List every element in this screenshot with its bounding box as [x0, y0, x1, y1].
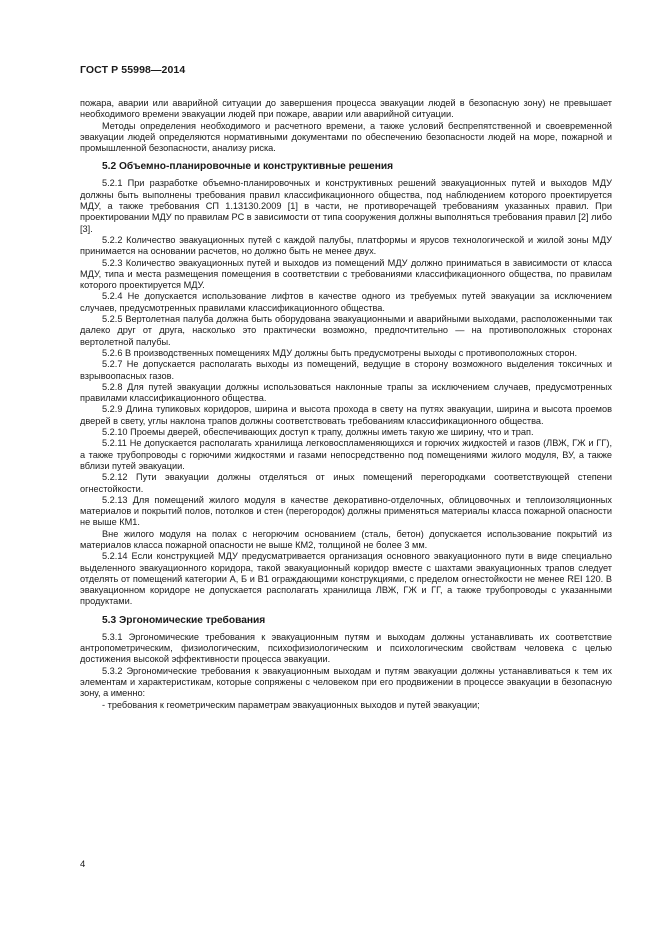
clause-5-2-5: 5.2.5 Вертолетная палуба должна быть оборудована эвакуационными и аварийными выходами, расположенными так далеко друг от друга, насколько это практически возможно, предпочтительно — на противоположных сторонах вертолетной палубы. — [80, 314, 612, 347]
list-item: - требования к геометрическим параметрам эвакуационных выходов и путей эвакуации; — [102, 699, 480, 710]
clause-5-2-2: 5.2.2 Количество эвакуационных путей с каждой палубы, платформы и ярусов технологической и жилой зоны МДУ принимается на основании расчетов, но должно быть не менее двух. — [80, 234, 612, 257]
clause-5-2-9: 5.2.9 Длина тупиковых коридоров, ширина и высота прохода в свету на путях эвакуации, ширина и высота проемов дверей в свету, углы наклона трапов должны соответствовать требованиям классификационного общества. — [80, 404, 612, 426]
clause-5-2-8: 5.2.8 Для путей эвакуации должны использоваться наклонные трапы за исключением случаев, предусмотренных правилами классификационного общества. — [80, 381, 612, 404]
clause-5-3-2: 5.3.2 Эргономические требования к эвакуационным выходам и путям эвакуации должны устанавливаться к тем их элементам и характеристикам, которые сопряжены с человеком при его продвижении в процессе эвакуации в безопасную зону, а именно: — [80, 665, 612, 699]
clause-5-2-7: 5.2.7 Не допускается располагать выходы из помещений, ведущие в сторону возможного выделения токсичных и взрывоопасных газов. — [80, 359, 612, 381]
clause-5-2-12: 5.2.12 Пути эвакуации должны отделяться от иных помещений перегородками соответствующей степени огнестойкости. — [80, 472, 612, 494]
clause-5-2-6: 5.2.6 В производственных помещениях МДУ должны быть предусмотрены выходы с противоположных сторон. — [102, 347, 578, 358]
paragraph-continuation: пожара, аварии или аварийной ситуации до завершения процесса эвакуации людей в безопасную зону) не превышает необходимого времени эвакуации людей при пожаре, аварии или аварийной ситуации. — [80, 98, 612, 120]
clause-5-2-1: 5.2.1 При разработке объемно-планировочных и конструктивных решений эвакуационных путей и выходов МДУ должны быть выполнены требования правил классификационного общества, под наблюдением которого проектируется МДУ, а также требования СП 1.13130.2009 [1] в части, не противоречащей требованиям указанных правил. При проектировании МДУ по правилам РС в зависимости от типа сооружения должны выполняться требования правил [2] либо [3]. — [80, 178, 612, 234]
section-heading-5-2: 5.2 Объемно-планировочные и конструктивные решения — [102, 161, 394, 173]
clause-5-2-13-continued: Вне жилого модуля на полах с негорючим основанием (сталь, бетон) допускается использование покрытий из материалов класса пожарной опасности не выше КМ2, толщиной не более 3 мм. — [80, 528, 612, 550]
paragraph-methods: Методы определения необходимого и расчетного времени, а также условий беспрепятственной и своевременной эвакуации людей определяются нормативными документами по обеспечению безопасности людей на море, пожарной и промышленной безопасности, анализу риска. — [80, 120, 612, 154]
clause-5-2-14: 5.2.14 Если конструкцией МДУ предусматривается организация основного эвакуационного пути в виде специально выделенного эвакуационного коридора, такой эвакуационный коридор вместе с шахтами эвакуационных трапов следует отделять от помещений категории А, Б и В1 ограждающими конструкциями, с пределом огнестойкости не менее REI 120. В эвакуационном коридоре не допускается располагать хранилища ЛВЖ, ГЖ и ГГ, а также трубопроводы с указанными продуктами. — [80, 551, 612, 607]
page-number: 4 — [80, 859, 86, 870]
clause-5-2-3: 5.2.3 Количество эвакуационных путей и выходов из помещений МДУ должно приниматься в зависимости от класса МДУ, типа и места размещения помещения в соответствии с требованиями классификационного общества, по правилам которого проектируется МДУ. — [80, 257, 612, 291]
clause-5-2-11: 5.2.11 Не допускается располагать хранилища легковоспламеняющихся и горючих жидкостей и газов (ЛВЖ, ГЖ и ГГ), а также трубопроводы с горючими жидкостями и газами непосредственно под помещениями жилого модуля, ВУ, а также вблизи путей эвакуации. — [80, 438, 612, 471]
clause-5-3-1: 5.3.1 Эргономические требования к эвакуационным путям и выходам должны устанавливать их соответствие антропометрическим, физиологическим, психофизиологическим и психологическим свойствам человека с целью достижения высокой эффективности процесса эвакуации. — [80, 631, 612, 665]
clause-5-2-4: 5.2.4 Не допускается использование лифтов в качестве одного из требуемых путей эвакуации за исключением случаев, предусмотренных правилами классификационного общества. — [80, 291, 612, 313]
section-heading-5-3: 5.3 Эргономические требования — [102, 614, 266, 626]
document-body — [80, 98, 612, 711]
clause-5-2-10: 5.2.10 Проемы дверей, обеспечивающих доступ к трапу, должны иметь такую же ширину, что и трап. — [102, 427, 534, 438]
clause-5-2-13: 5.2.13 Для помещений жилого модуля в качестве декоративно-отделочных, облицовочных и теплоизоляционных материалов и покрытий полов, потолков и стен (перегородок) должны применяться материалы класса пожарной опасности не выше КМ1. — [80, 494, 612, 528]
standard-header: ГОСТ Р 55998—2014 — [80, 64, 186, 76]
